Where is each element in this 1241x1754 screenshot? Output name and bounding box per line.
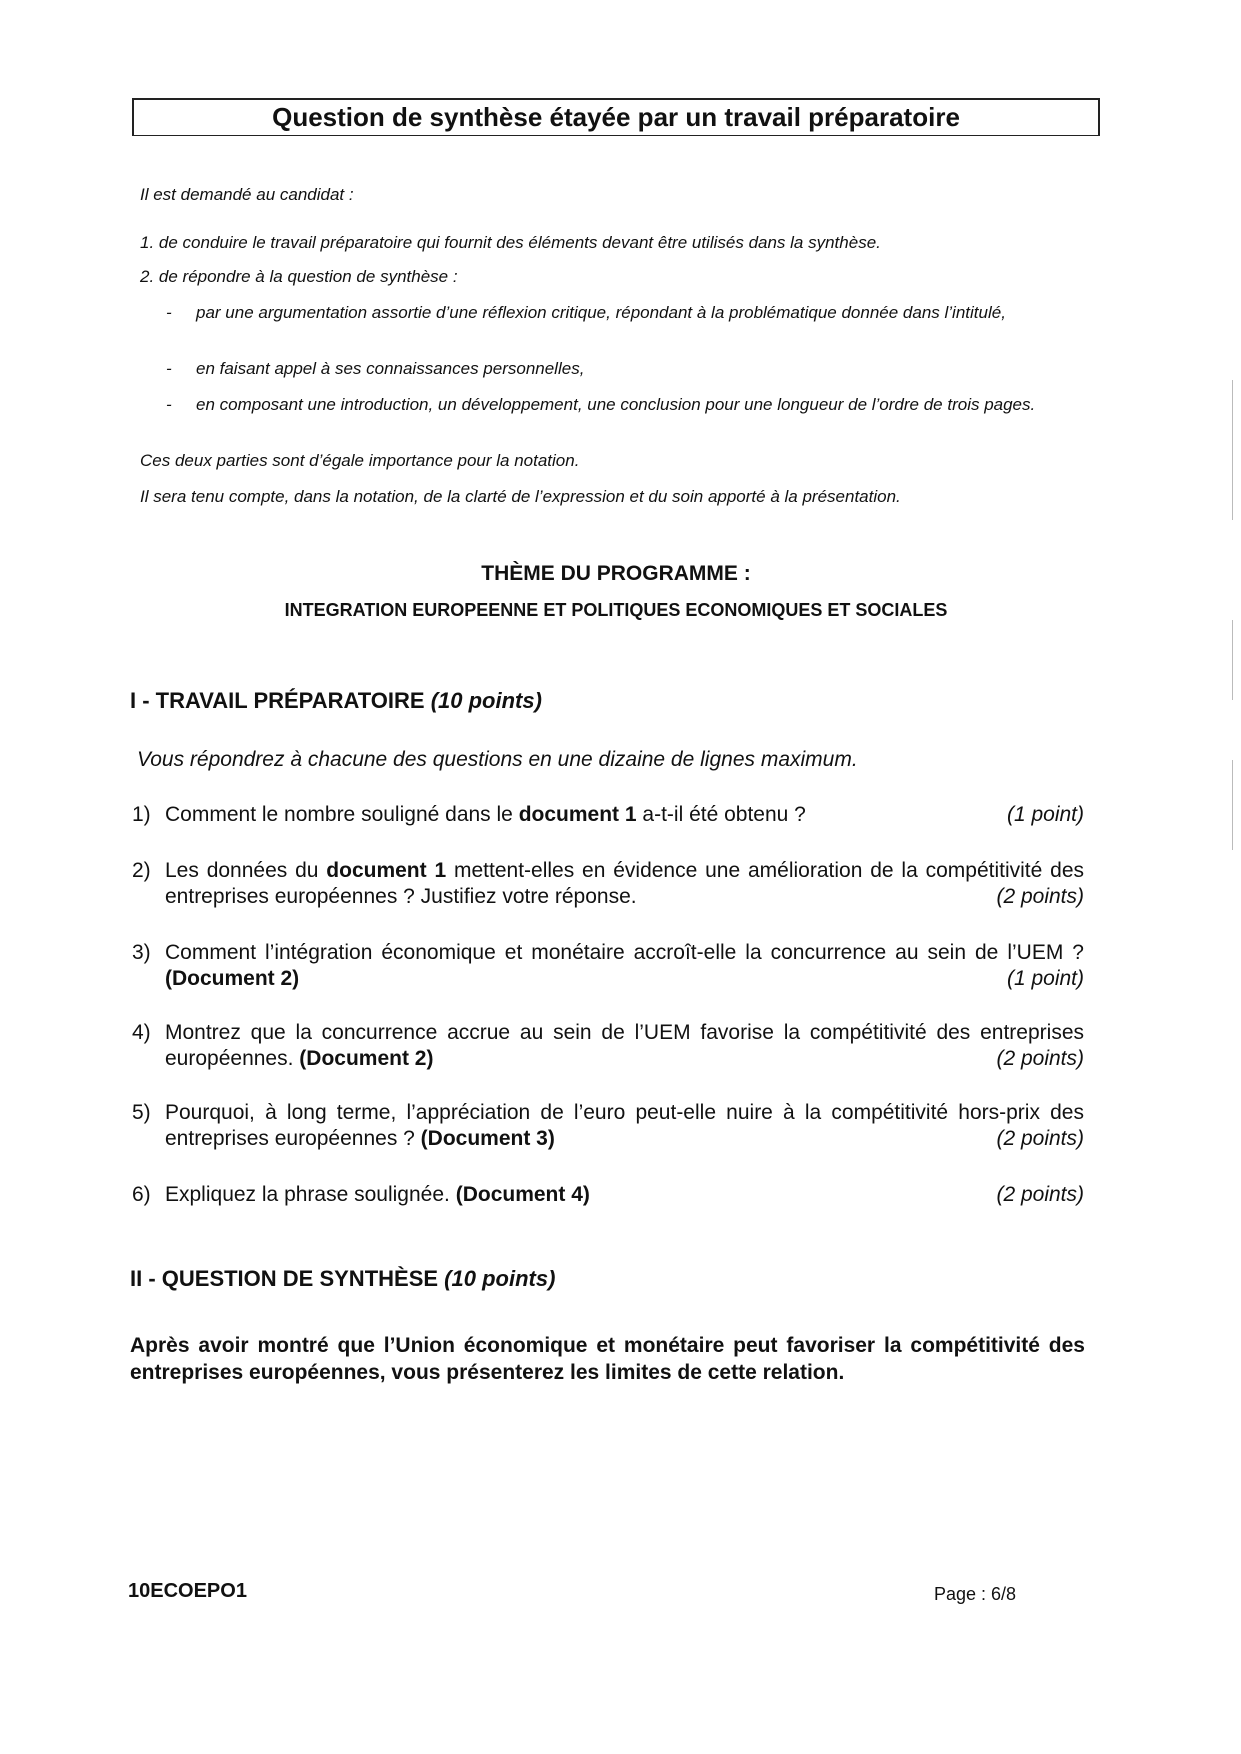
instructions-note-1: Ces deux parties sont d’égale importance pour la notation. — [140, 451, 580, 470]
instruction-item-2: 2. de répondre à la question de synthèse : — [140, 267, 458, 286]
exam-code: 10ECOEPO1 — [128, 1580, 247, 1602]
question-points: (2 points) — [996, 885, 1084, 908]
question-points: (2 points) — [996, 1183, 1084, 1206]
question-points: (1 point) — [1006, 803, 1084, 826]
instruction-dash-3: - en composant une introduction, un développement, une conclusion pour une longueur de l’ordre de trois pages. — [166, 395, 1036, 414]
scan-artifact — [1232, 620, 1233, 700]
question-5: 5) Pourquoi, à long terme, l’appréciation de l’euro peut-elle nuire à la compétitivité hors-prix des entreprises européennes ? (Document 3) (2 points) — [132, 1101, 1084, 1150]
scan-artifact — [1232, 380, 1233, 520]
question-points: (1 point) — [1006, 967, 1084, 990]
part1-heading — [130, 688, 542, 714]
question-1: 1) (1 point) Comment le nombre souligné dans le document 1 a-t-il été obtenu ? — [132, 803, 1084, 826]
question-points: (2 points) — [996, 1127, 1084, 1150]
part2-points: (10 points) — [444, 1266, 556, 1291]
question-6: 6) (2 points) Expliquez la phrase soulignée. (Document 4) — [132, 1183, 1084, 1206]
instructions-intro: Il est demandé au candidat : — [140, 185, 354, 204]
part2-label: II - QUESTION DE SYNTHÈSE — [130, 1266, 439, 1291]
scan-artifact — [1232, 760, 1233, 850]
synthesis-question: Après avoir montré que l’Union économique et monétaire peut favoriser la compétitivité des entreprises européennes, vous présenterez les limites de cette relation. — [130, 1334, 1085, 1384]
page-title: Question de synthèse étayée par un travail préparatoire — [132, 98, 1100, 136]
part1-note: Vous répondrez à chacune des questions en une dizaine de lignes maximum. — [137, 748, 858, 771]
question-4: 4) Montrez que la concurrence accrue au sein de l’UEM favorise la compétitivité des entreprises européennes. (Document 2) (2 points) — [132, 1021, 1084, 1070]
part1-label: I - TRAVAIL PRÉPARATOIRE — [130, 688, 425, 713]
part2-heading — [130, 1266, 555, 1292]
instruction-dash-2: - en faisant appel à ses connaissances personnelles, — [166, 359, 585, 378]
question-2: 2) Les données du document 1 mettent-elles en évidence une amélioration de la compétitivité des entreprises européennes ? Justifiez votre réponse. (2 points) — [132, 859, 1084, 908]
question-3: 3) Comment l’intégration économique et monétaire accroît-elle la concurrence au sein de l’UEM ? (Document 2) (1 point) — [132, 941, 1084, 990]
page-number: Page : 6/8 — [934, 1584, 1017, 1604]
instructions-note-2: Il sera tenu compte, dans la notation, de la clarté de l’expression et du soin apporté à la présentation. — [140, 487, 901, 506]
instruction-item-1: 1. de conduire le travail préparatoire qui fournit des éléments devant être utilisés dans la synthèse. — [140, 233, 881, 252]
question-points: (2 points) — [996, 1047, 1084, 1070]
theme-subtitle: INTEGRATION EUROPEENNE ET POLITIQUES ECONOMIQUES ET SOCIALES — [284, 600, 948, 620]
part1-points: (10 points) — [430, 688, 542, 713]
theme-heading: THÈME DU PROGRAMME : — [481, 562, 751, 585]
instruction-dash-1: - par une argumentation assortie d’une réflexion critique, répondant à la problématique donnée dans l’intitulé, — [166, 303, 1006, 322]
